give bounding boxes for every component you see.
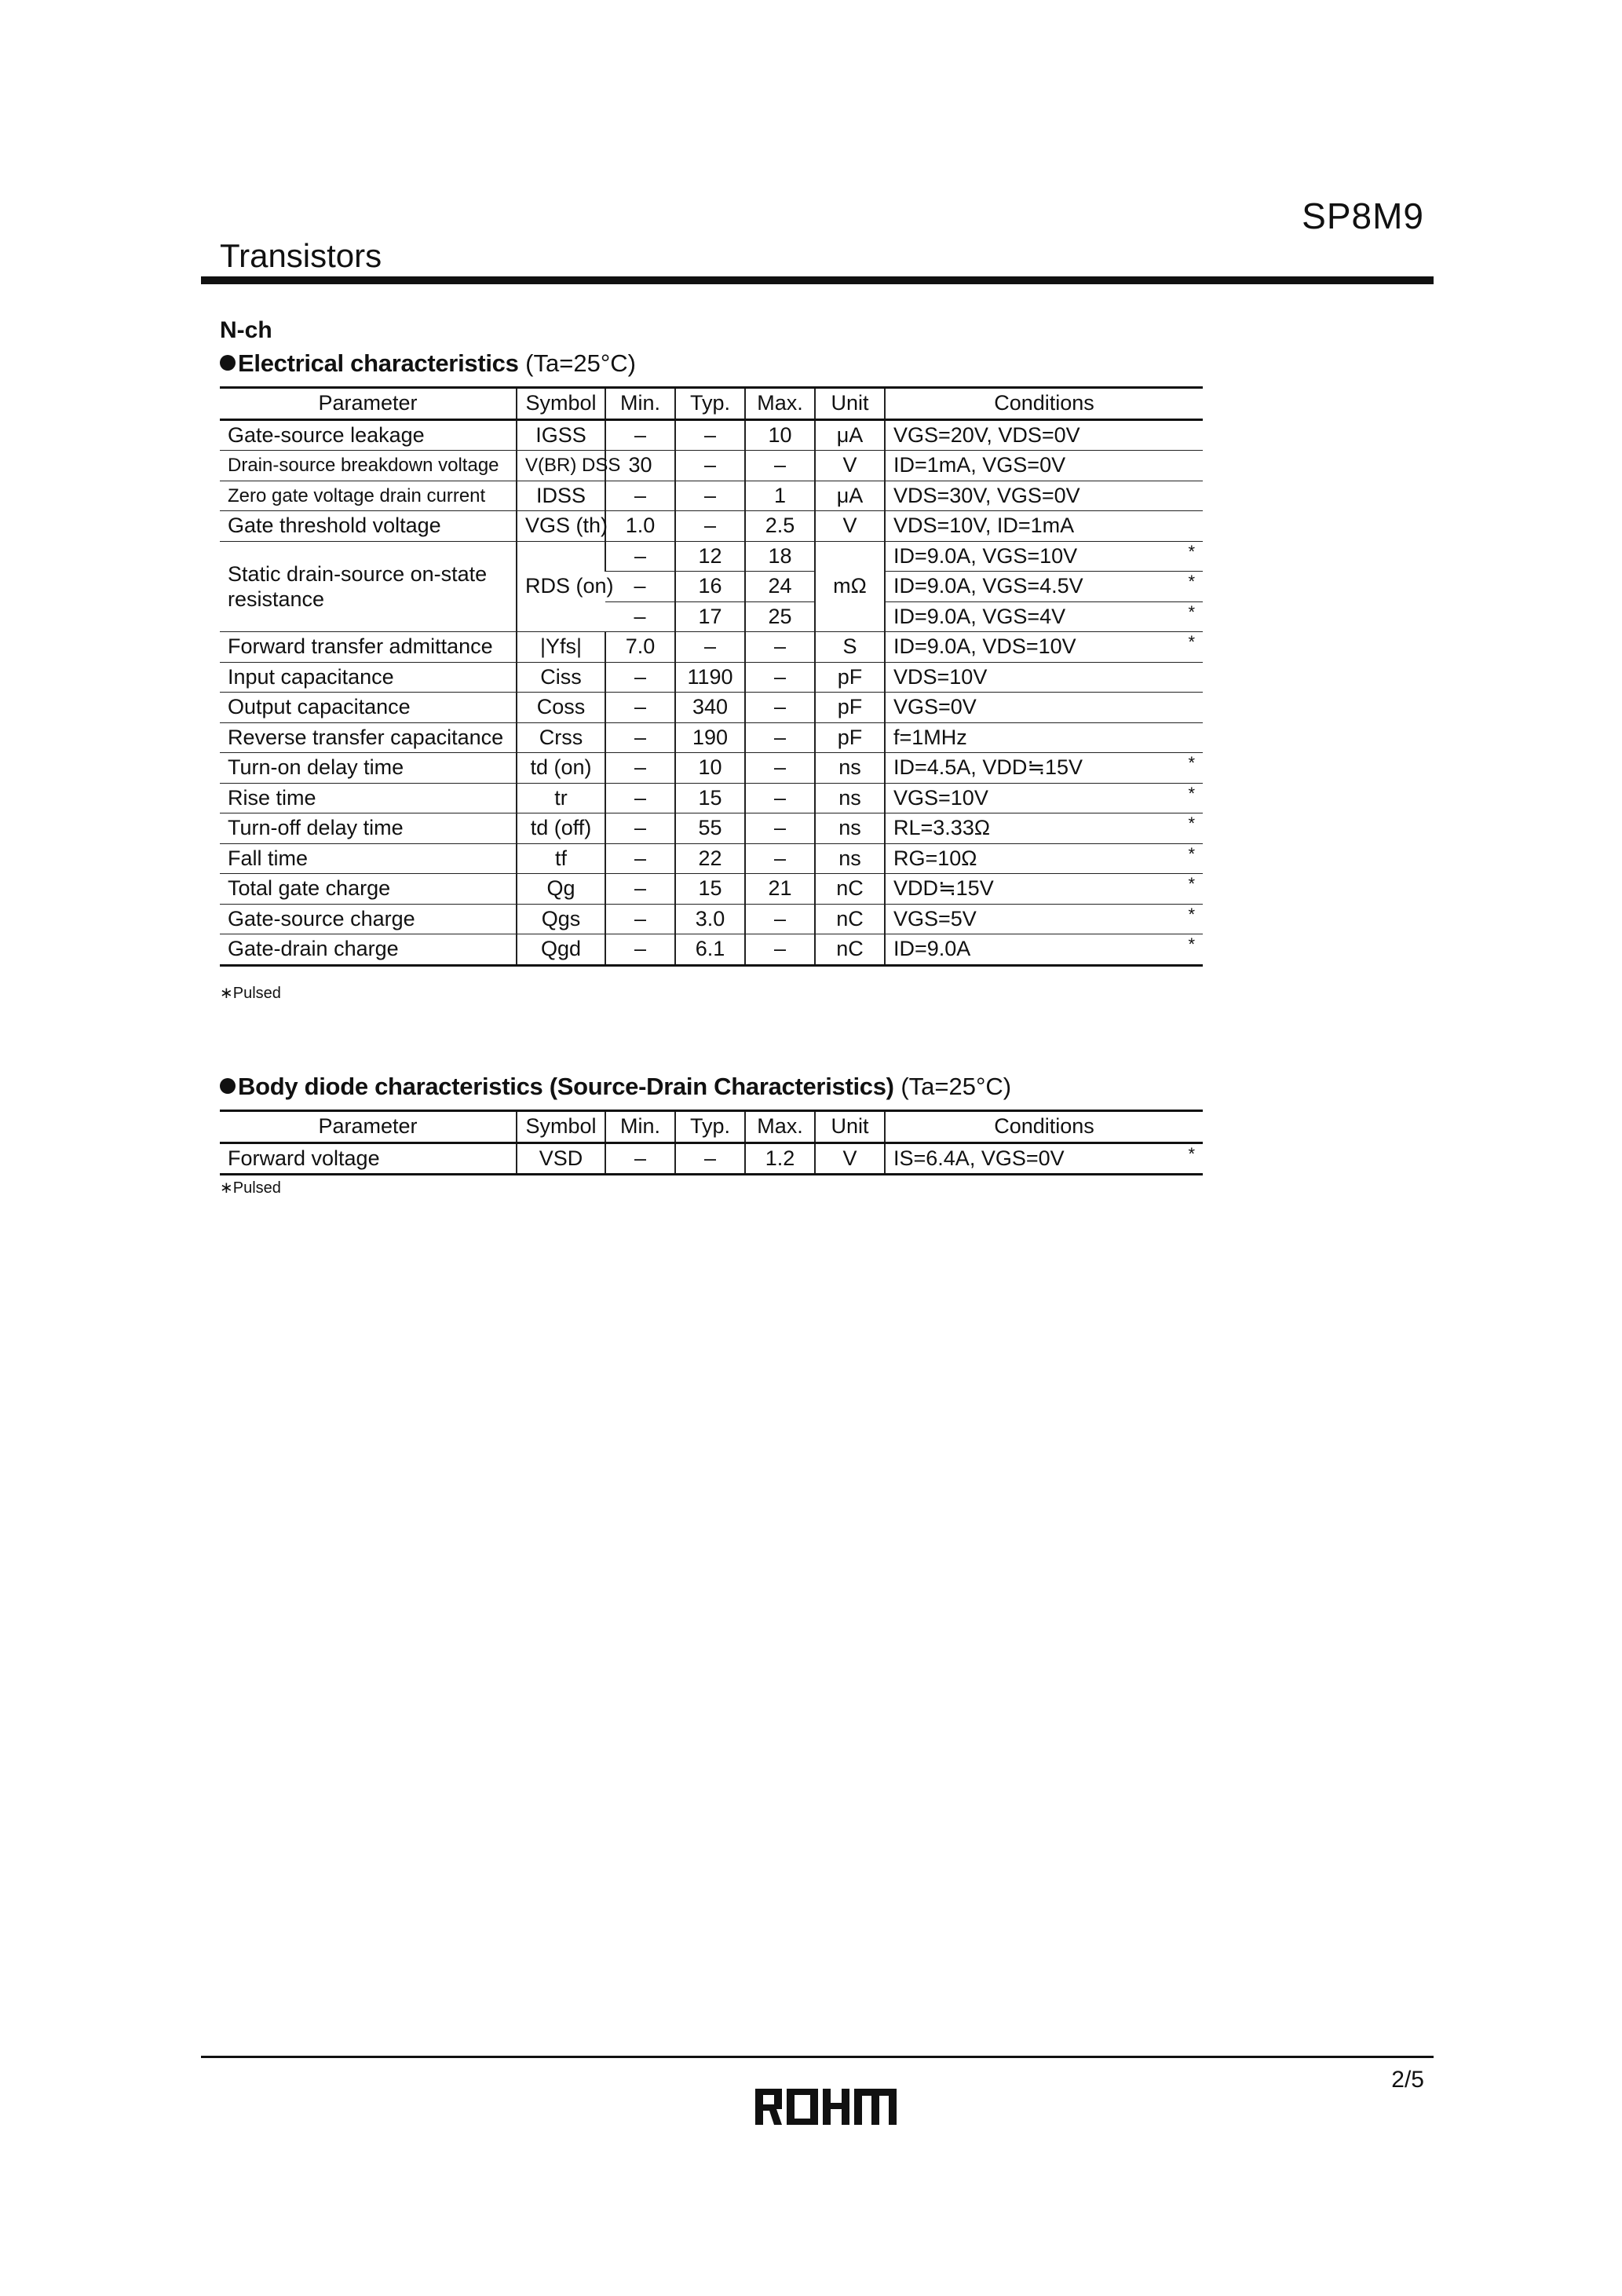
rohm-logo-mark <box>755 2089 897 2125</box>
unit-cell: ns <box>815 783 885 813</box>
max-cell: – <box>745 693 815 723</box>
table-row <box>220 722 1203 753</box>
unit-cell: μA <box>815 481 885 511</box>
conditions-cell <box>885 722 1203 753</box>
typ-cell: 17 <box>675 601 745 632</box>
bullet-icon <box>220 355 236 371</box>
table-row <box>220 632 1203 663</box>
max-cell: – <box>745 451 815 481</box>
typ-cell: 15 <box>675 783 745 813</box>
parameter-cell: Rise time <box>220 783 517 813</box>
table-row <box>220 904 1203 934</box>
column-header: Typ. <box>675 1111 745 1143</box>
parameter-cell: Output capacitance <box>220 693 517 723</box>
max-cell: – <box>745 753 815 784</box>
min-cell: 1.0 <box>605 511 675 542</box>
conditions-cell <box>885 904 1203 934</box>
typ-cell: – <box>675 419 745 451</box>
conditions-cell <box>885 632 1203 663</box>
conditions-cell <box>885 511 1203 542</box>
conditions-text: ID=9.0A, VGS=4.5V <box>893 574 1083 598</box>
max-cell: – <box>745 662 815 693</box>
conditions-cell <box>885 572 1203 602</box>
pulsed-mark: * <box>1188 601 1195 622</box>
pulsed-mark: * <box>1188 813 1195 833</box>
body-diode-footnote: ∗Pulsed <box>220 1179 281 1197</box>
column-header: Min. <box>605 388 675 420</box>
conditions-cell <box>885 874 1203 905</box>
typ-cell: 6.1 <box>675 934 745 966</box>
typ-cell: 55 <box>675 813 745 844</box>
unit-cell: ns <box>815 753 885 784</box>
min-cell: – <box>605 934 675 966</box>
max-cell: 18 <box>745 541 815 572</box>
min-cell: – <box>605 1143 675 1175</box>
table-row <box>220 481 1203 511</box>
max-cell: 1.2 <box>745 1143 815 1175</box>
symbol-cell: td (off) <box>517 813 605 844</box>
pulsed-mark: * <box>1188 1143 1195 1164</box>
symbol-cell: V(BR) DSS <box>517 451 605 481</box>
parameter-cell: Fall time <box>220 843 517 874</box>
unit-cell: S <box>815 632 885 663</box>
category-title: Transistors <box>220 237 382 274</box>
conditions-text: ID=9.0A, VDS=10V <box>893 634 1076 658</box>
column-header: Symbol <box>517 1111 605 1143</box>
electrical-title-bold: Electrical characteristics <box>238 349 519 377</box>
table-row <box>220 843 1203 874</box>
table-header-row <box>220 1111 1203 1143</box>
symbol-cell: Coss <box>517 693 605 723</box>
max-cell: 10 <box>745 419 815 451</box>
table-row <box>220 1143 1203 1175</box>
electrical-title-condition: (Ta=25°C) <box>525 349 636 377</box>
min-cell: – <box>605 813 675 844</box>
symbol-cell: Qgd <box>517 934 605 966</box>
conditions-text: ID=4.5A, VDD≒15V <box>893 755 1083 779</box>
min-cell: – <box>605 874 675 905</box>
typ-cell: 190 <box>675 722 745 753</box>
pulsed-mark: * <box>1188 874 1195 894</box>
min-cell: – <box>605 843 675 874</box>
symbol-cell: Ciss <box>517 662 605 693</box>
table-row <box>220 874 1203 905</box>
pulsed-mark: * <box>1188 934 1195 954</box>
pulsed-mark: * <box>1188 843 1195 864</box>
conditions-text: ID=9.0A, VGS=4V <box>893 604 1066 628</box>
conditions-text: VGS=10V <box>893 785 988 810</box>
table-header-row <box>220 388 1203 420</box>
parameter-cell: Turn-on delay time <box>220 753 517 784</box>
body-diode-title-bold: Body diode characteristics (Source-Drain Characteristics) <box>238 1073 894 1100</box>
table-row <box>220 934 1203 966</box>
table-row <box>220 511 1203 542</box>
symbol-cell: VGS (th) <box>517 511 605 542</box>
max-cell: 24 <box>745 572 815 602</box>
max-cell: – <box>745 904 815 934</box>
conditions-cell <box>885 693 1203 723</box>
body-diode-table <box>220 1110 1203 1175</box>
parameter-cell: Zero gate voltage drain current <box>220 481 517 511</box>
header-rule <box>201 276 1434 284</box>
column-header: Max. <box>745 1111 815 1143</box>
min-cell: – <box>605 572 675 602</box>
column-header: Parameter <box>220 1111 517 1143</box>
column-header: Max. <box>745 388 815 420</box>
unit-cell: pF <box>815 662 885 693</box>
conditions-text: VGS=0V <box>893 695 977 718</box>
max-cell: – <box>745 843 815 874</box>
typ-cell: 22 <box>675 843 745 874</box>
typ-cell: – <box>675 1143 745 1175</box>
unit-cell: pF <box>815 693 885 723</box>
conditions-cell <box>885 753 1203 784</box>
pulsed-mark: * <box>1188 904 1195 924</box>
max-cell: 25 <box>745 601 815 632</box>
parameter-cell: Gate-source charge <box>220 904 517 934</box>
column-header: Symbol <box>517 388 605 420</box>
symbol-cell: Qgs <box>517 904 605 934</box>
conditions-text: VDD≒15V <box>893 876 994 900</box>
typ-cell: – <box>675 481 745 511</box>
symbol-cell: VSD <box>517 1143 605 1175</box>
body-diode-section-title <box>220 1073 1011 1101</box>
parameter-cell: Forward transfer admittance <box>220 632 517 663</box>
unit-cell: V <box>815 1143 885 1175</box>
table-row <box>220 783 1203 813</box>
min-cell: 7.0 <box>605 632 675 663</box>
conditions-cell <box>885 419 1203 451</box>
conditions-text: RG=10Ω <box>893 846 977 870</box>
min-cell: – <box>605 541 675 572</box>
typ-cell: 10 <box>675 753 745 784</box>
conditions-text: VDS=30V, VGS=0V <box>893 483 1080 507</box>
unit-cell: pF <box>815 722 885 753</box>
electrical-footnote: ∗Pulsed <box>220 985 281 1002</box>
min-cell: – <box>605 904 675 934</box>
typ-cell: 16 <box>675 572 745 602</box>
pulsed-mark: * <box>1188 541 1195 561</box>
symbol-cell: RDS (on) <box>517 541 605 632</box>
unit-cell: nC <box>815 904 885 934</box>
conditions-cell <box>885 1143 1203 1175</box>
symbol-cell: td (on) <box>517 753 605 784</box>
column-header: Conditions <box>885 1111 1203 1143</box>
channel-label: N-ch <box>220 317 272 343</box>
conditions-cell <box>885 783 1203 813</box>
max-cell: – <box>745 813 815 844</box>
unit-cell: mΩ <box>815 541 885 632</box>
column-header: Unit <box>815 388 885 420</box>
conditions-cell <box>885 934 1203 966</box>
typ-cell: 3.0 <box>675 904 745 934</box>
parameter-cell: Input capacitance <box>220 662 517 693</box>
conditions-cell <box>885 843 1203 874</box>
conditions-cell <box>885 601 1203 632</box>
max-cell: 1 <box>745 481 815 511</box>
typ-cell: 340 <box>675 693 745 723</box>
min-cell: – <box>605 753 675 784</box>
symbol-cell: IDSS <box>517 481 605 511</box>
column-header: Parameter <box>220 388 517 420</box>
conditions-text: ID=9.0A, VGS=10V <box>893 543 1078 568</box>
column-header: Unit <box>815 1111 885 1143</box>
conditions-text: VGS=20V, VDS=0V <box>893 422 1080 447</box>
page-number: 2/5 <box>1391 2067 1424 2093</box>
parameter-cell: Turn-off delay time <box>220 813 517 844</box>
electrical-characteristics-table <box>220 386 1203 967</box>
pulsed-mark: * <box>1188 632 1195 652</box>
typ-cell: – <box>675 632 745 663</box>
column-header: Typ. <box>675 388 745 420</box>
symbol-cell: tf <box>517 843 605 874</box>
conditions-text: RL=3.33Ω <box>893 816 991 839</box>
parameter-cell: Gate threshold voltage <box>220 511 517 542</box>
max-cell: – <box>745 632 815 663</box>
pulsed-mark: * <box>1188 753 1195 773</box>
table-row <box>220 662 1203 693</box>
conditions-cell <box>885 451 1203 481</box>
min-cell: – <box>605 419 675 451</box>
conditions-text: IS=6.4A, VGS=0V <box>893 1146 1065 1170</box>
unit-cell: ns <box>815 843 885 874</box>
bullet-icon <box>220 1078 236 1094</box>
unit-cell: V <box>815 451 885 481</box>
column-header: Conditions <box>885 388 1203 420</box>
max-cell: – <box>745 934 815 966</box>
pulsed-mark: * <box>1188 783 1195 803</box>
conditions-cell <box>885 481 1203 511</box>
conditions-cell <box>885 662 1203 693</box>
electrical-section-title <box>220 349 636 378</box>
symbol-cell: IGSS <box>517 419 605 451</box>
max-cell: 2.5 <box>745 511 815 542</box>
conditions-text: ID=9.0A <box>893 937 971 960</box>
max-cell: – <box>745 722 815 753</box>
parameter-cell: Gate-drain charge <box>220 934 517 966</box>
max-cell: 21 <box>745 874 815 905</box>
parameter-cell: Reverse transfer capacitance <box>220 722 517 753</box>
table-row <box>220 813 1203 844</box>
conditions-text: f=1MHz <box>893 725 967 749</box>
symbol-cell: Crss <box>517 722 605 753</box>
typ-cell: – <box>675 451 745 481</box>
min-cell: 30 <box>605 451 675 481</box>
table-row <box>220 693 1203 723</box>
unit-cell: ns <box>815 813 885 844</box>
typ-cell: 1190 <box>675 662 745 693</box>
parameter-cell: Forward voltage <box>220 1143 517 1175</box>
min-cell: – <box>605 481 675 511</box>
conditions-text: VGS=5V <box>893 906 977 930</box>
table-row <box>220 541 1203 572</box>
unit-cell: nC <box>815 874 885 905</box>
pulsed-mark: * <box>1188 572 1195 591</box>
typ-cell: – <box>675 511 745 542</box>
rohm-logo <box>755 2089 897 2129</box>
max-cell: – <box>745 783 815 813</box>
parameter-cell: Total gate charge <box>220 874 517 905</box>
column-header: Min. <box>605 1111 675 1143</box>
min-cell: – <box>605 722 675 753</box>
min-cell: – <box>605 601 675 632</box>
typ-cell: 15 <box>675 874 745 905</box>
typ-cell: 12 <box>675 541 745 572</box>
parameter-cell: Static drain-source on-state resistance <box>220 541 517 632</box>
symbol-cell: tr <box>517 783 605 813</box>
table-row <box>220 451 1203 481</box>
symbol-cell: Qg <box>517 874 605 905</box>
parameter-cell: Gate-source leakage <box>220 419 517 451</box>
symbol-cell: |Yfs| <box>517 632 605 663</box>
body-diode-title-condition: (Ta=25°C) <box>901 1073 1012 1100</box>
conditions-text: VDS=10V, ID=1mA <box>893 514 1075 537</box>
parameter-cell: Drain-source breakdown voltage <box>220 451 517 481</box>
table-row <box>220 419 1203 451</box>
conditions-text: VDS=10V <box>893 664 988 689</box>
conditions-cell <box>885 541 1203 572</box>
part-number: SP8M9 <box>1302 196 1424 236</box>
unit-cell: nC <box>815 934 885 966</box>
min-cell: – <box>605 783 675 813</box>
unit-cell: V <box>815 511 885 542</box>
footer-rule <box>201 2056 1434 2058</box>
min-cell: – <box>605 662 675 693</box>
unit-cell: μA <box>815 419 885 451</box>
conditions-cell <box>885 813 1203 844</box>
min-cell: – <box>605 693 675 723</box>
table-row <box>220 753 1203 784</box>
conditions-text: ID=1mA, VGS=0V <box>893 453 1066 477</box>
